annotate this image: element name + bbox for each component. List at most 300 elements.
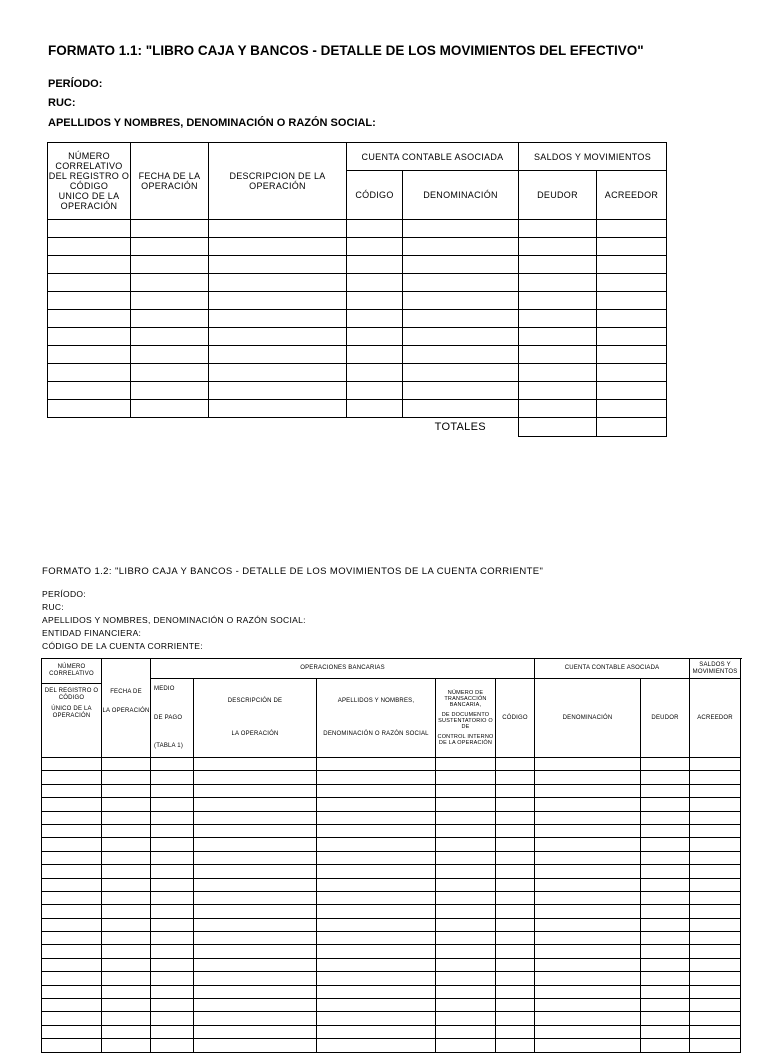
table-cell[interactable] <box>436 985 496 998</box>
table-cell[interactable] <box>209 238 347 256</box>
table-cell[interactable] <box>42 999 102 1012</box>
table-cell[interactable] <box>436 798 496 811</box>
table-cell[interactable] <box>496 824 535 837</box>
table-cell[interactable] <box>436 824 496 837</box>
table-cell[interactable] <box>194 1012 317 1025</box>
table-cell[interactable] <box>641 771 690 784</box>
table-cell[interactable] <box>597 382 667 400</box>
table-cell[interactable] <box>496 784 535 797</box>
table-cell[interactable] <box>102 838 151 851</box>
table-cell[interactable] <box>496 851 535 864</box>
table-cell[interactable] <box>403 400 519 418</box>
table-cell[interactable] <box>347 382 403 400</box>
table-cell[interactable] <box>131 238 209 256</box>
table-cell[interactable] <box>403 328 519 346</box>
table-cell[interactable] <box>151 972 194 985</box>
table-cell[interactable] <box>535 838 641 851</box>
table-cell[interactable] <box>317 972 436 985</box>
table-cell[interactable] <box>102 758 151 771</box>
table-cell[interactable] <box>690 824 741 837</box>
table-cell[interactable] <box>48 364 131 382</box>
table-cell[interactable] <box>151 958 194 971</box>
table-cell[interactable] <box>690 972 741 985</box>
table-cell[interactable] <box>496 932 535 945</box>
table-cell[interactable] <box>519 220 597 238</box>
table-cell[interactable] <box>48 400 131 418</box>
table-cell[interactable] <box>597 238 667 256</box>
table-cell[interactable] <box>317 865 436 878</box>
table-cell[interactable] <box>535 758 641 771</box>
table-cell[interactable] <box>131 382 209 400</box>
table-cell[interactable] <box>102 945 151 958</box>
table-cell[interactable] <box>151 999 194 1012</box>
table-cell[interactable] <box>194 985 317 998</box>
table-cell[interactable] <box>347 220 403 238</box>
table-cell[interactable] <box>317 758 436 771</box>
table-cell[interactable] <box>641 838 690 851</box>
table-cell[interactable] <box>209 346 347 364</box>
table-cell[interactable] <box>151 811 194 824</box>
table-cell[interactable] <box>194 918 317 931</box>
table-cell[interactable] <box>102 1039 151 1052</box>
table-cell[interactable] <box>42 758 102 771</box>
table-cell[interactable] <box>131 256 209 274</box>
table-cell[interactable] <box>641 932 690 945</box>
table-cell[interactable] <box>641 784 690 797</box>
table-cell[interactable] <box>347 310 403 328</box>
table-cell[interactable] <box>209 292 347 310</box>
table-cell[interactable] <box>347 292 403 310</box>
table-cell[interactable] <box>496 838 535 851</box>
table-cell[interactable] <box>496 878 535 891</box>
table-cell[interactable] <box>102 865 151 878</box>
table-cell[interactable] <box>102 878 151 891</box>
table-cell[interactable] <box>317 1012 436 1025</box>
table-cell[interactable] <box>42 891 102 904</box>
table-cell[interactable] <box>690 1039 741 1052</box>
table-cell[interactable] <box>194 758 317 771</box>
table-cell[interactable] <box>535 1039 641 1052</box>
table-cell[interactable] <box>151 758 194 771</box>
table-cell[interactable] <box>519 382 597 400</box>
table-cell[interactable] <box>102 771 151 784</box>
table-cell[interactable] <box>347 364 403 382</box>
table-cell[interactable] <box>496 1039 535 1052</box>
table-cell[interactable] <box>641 798 690 811</box>
table-cell[interactable] <box>535 1025 641 1038</box>
table-cell[interactable] <box>347 346 403 364</box>
table-cell[interactable] <box>519 400 597 418</box>
table-cell[interactable] <box>194 865 317 878</box>
table-cell[interactable] <box>403 310 519 328</box>
table-cell[interactable] <box>690 945 741 958</box>
table-cell[interactable] <box>209 256 347 274</box>
table-cell[interactable] <box>436 865 496 878</box>
table-cell[interactable] <box>496 945 535 958</box>
table-cell[interactable] <box>102 918 151 931</box>
table-cell[interactable] <box>317 771 436 784</box>
table-cell[interactable] <box>151 771 194 784</box>
total-deudor-cell[interactable] <box>519 418 597 437</box>
table-cell[interactable] <box>403 220 519 238</box>
table-cell[interactable] <box>436 1039 496 1052</box>
table-cell[interactable] <box>535 851 641 864</box>
table-cell[interactable] <box>436 1012 496 1025</box>
table-cell[interactable] <box>42 932 102 945</box>
table-cell[interactable] <box>317 798 436 811</box>
table-cell[interactable] <box>48 220 131 238</box>
table-cell[interactable] <box>131 328 209 346</box>
table-cell[interactable] <box>690 798 741 811</box>
table-cell[interactable] <box>317 891 436 904</box>
table-cell[interactable] <box>690 918 741 931</box>
table-cell[interactable] <box>194 905 317 918</box>
table-cell[interactable] <box>597 220 667 238</box>
table-cell[interactable] <box>436 905 496 918</box>
table-cell[interactable] <box>102 1012 151 1025</box>
table-cell[interactable] <box>42 958 102 971</box>
table-cell[interactable] <box>496 758 535 771</box>
table-cell[interactable] <box>317 918 436 931</box>
table-cell[interactable] <box>436 945 496 958</box>
table-cell[interactable] <box>102 932 151 945</box>
table-cell[interactable] <box>317 999 436 1012</box>
table-cell[interactable] <box>42 1025 102 1038</box>
table-cell[interactable] <box>641 758 690 771</box>
table-cell[interactable] <box>209 328 347 346</box>
table-cell[interactable] <box>403 274 519 292</box>
table-cell[interactable] <box>519 310 597 328</box>
table-cell[interactable] <box>48 382 131 400</box>
table-cell[interactable] <box>597 310 667 328</box>
table-cell[interactable] <box>496 999 535 1012</box>
table-cell[interactable] <box>690 771 741 784</box>
table-cell[interactable] <box>209 400 347 418</box>
table-cell[interactable] <box>347 238 403 256</box>
table-cell[interactable] <box>194 838 317 851</box>
table-cell[interactable] <box>151 798 194 811</box>
table-cell[interactable] <box>690 811 741 824</box>
table-cell[interactable] <box>641 891 690 904</box>
table-cell[interactable] <box>641 905 690 918</box>
table-cell[interactable] <box>403 238 519 256</box>
table-cell[interactable] <box>597 292 667 310</box>
table-cell[interactable] <box>535 784 641 797</box>
table-cell[interactable] <box>102 985 151 998</box>
table-cell[interactable] <box>42 824 102 837</box>
table-cell[interactable] <box>641 1012 690 1025</box>
table-cell[interactable] <box>690 838 741 851</box>
table-cell[interactable] <box>194 1039 317 1052</box>
table-cell[interactable] <box>690 985 741 998</box>
table-cell[interactable] <box>436 758 496 771</box>
table-cell[interactable] <box>42 784 102 797</box>
table-cell[interactable] <box>690 865 741 878</box>
table-cell[interactable] <box>436 918 496 931</box>
table-cell[interactable] <box>151 1039 194 1052</box>
table-cell[interactable] <box>641 865 690 878</box>
table-cell[interactable] <box>317 824 436 837</box>
table-cell[interactable] <box>48 346 131 364</box>
table-cell[interactable] <box>597 274 667 292</box>
table-cell[interactable] <box>535 972 641 985</box>
table-cell[interactable] <box>102 972 151 985</box>
table-cell[interactable] <box>317 811 436 824</box>
table-cell[interactable] <box>690 1012 741 1025</box>
table-cell[interactable] <box>690 758 741 771</box>
table-cell[interactable] <box>42 771 102 784</box>
table-cell[interactable] <box>151 1012 194 1025</box>
table-cell[interactable] <box>42 1012 102 1025</box>
table-cell[interactable] <box>151 851 194 864</box>
table-cell[interactable] <box>102 905 151 918</box>
table-cell[interactable] <box>151 1025 194 1038</box>
table-cell[interactable] <box>496 958 535 971</box>
table-cell[interactable] <box>690 891 741 904</box>
table-cell[interactable] <box>42 945 102 958</box>
table-cell[interactable] <box>403 382 519 400</box>
table-cell[interactable] <box>102 1025 151 1038</box>
table-cell[interactable] <box>194 945 317 958</box>
table-cell[interactable] <box>496 905 535 918</box>
table-cell[interactable] <box>131 310 209 328</box>
table-cell[interactable] <box>519 256 597 274</box>
table-cell[interactable] <box>317 838 436 851</box>
table-cell[interactable] <box>641 999 690 1012</box>
table-cell[interactable] <box>690 958 741 971</box>
table-cell[interactable] <box>535 798 641 811</box>
table-cell[interactable] <box>42 972 102 985</box>
table-cell[interactable] <box>317 932 436 945</box>
table-cell[interactable] <box>347 256 403 274</box>
table-cell[interactable] <box>131 400 209 418</box>
table-cell[interactable] <box>151 891 194 904</box>
table-cell[interactable] <box>102 811 151 824</box>
total-acreedor-cell[interactable] <box>597 418 667 437</box>
table-cell[interactable] <box>42 865 102 878</box>
table-cell[interactable] <box>535 865 641 878</box>
table-cell[interactable] <box>641 1025 690 1038</box>
table-cell[interactable] <box>641 824 690 837</box>
table-cell[interactable] <box>496 918 535 931</box>
table-cell[interactable] <box>436 999 496 1012</box>
table-cell[interactable] <box>347 328 403 346</box>
table-cell[interactable] <box>597 256 667 274</box>
table-cell[interactable] <box>436 1025 496 1038</box>
table-cell[interactable] <box>535 999 641 1012</box>
table-cell[interactable] <box>496 972 535 985</box>
table-cell[interactable] <box>436 891 496 904</box>
table-cell[interactable] <box>535 891 641 904</box>
table-cell[interactable] <box>102 784 151 797</box>
table-cell[interactable] <box>42 811 102 824</box>
table-cell[interactable] <box>102 851 151 864</box>
table-cell[interactable] <box>690 999 741 1012</box>
table-cell[interactable] <box>317 878 436 891</box>
table-cell[interactable] <box>641 985 690 998</box>
table-cell[interactable] <box>194 932 317 945</box>
table-cell[interactable] <box>519 292 597 310</box>
table-cell[interactable] <box>690 851 741 864</box>
table-cell[interactable] <box>519 328 597 346</box>
table-cell[interactable] <box>690 1025 741 1038</box>
table-cell[interactable] <box>403 346 519 364</box>
table-cell[interactable] <box>194 878 317 891</box>
table-cell[interactable] <box>131 274 209 292</box>
table-cell[interactable] <box>42 838 102 851</box>
table-cell[interactable] <box>42 985 102 998</box>
table-cell[interactable] <box>347 274 403 292</box>
table-cell[interactable] <box>535 985 641 998</box>
table-cell[interactable] <box>102 798 151 811</box>
table-cell[interactable] <box>496 865 535 878</box>
table-cell[interactable] <box>535 932 641 945</box>
table-cell[interactable] <box>42 851 102 864</box>
table-cell[interactable] <box>317 784 436 797</box>
table-cell[interactable] <box>535 811 641 824</box>
table-cell[interactable] <box>48 256 131 274</box>
table-cell[interactable] <box>436 958 496 971</box>
table-cell[interactable] <box>102 999 151 1012</box>
table-cell[interactable] <box>102 891 151 904</box>
header-deudor: DEUDOR <box>519 171 597 220</box>
table-cell[interactable] <box>42 798 102 811</box>
table-cell[interactable] <box>48 292 131 310</box>
table-cell[interactable] <box>641 958 690 971</box>
table-cell[interactable] <box>151 918 194 931</box>
table-cell[interactable] <box>641 811 690 824</box>
table-cell[interactable] <box>641 878 690 891</box>
table-cell[interactable] <box>131 220 209 238</box>
table-cell[interactable] <box>535 905 641 918</box>
table-cell[interactable] <box>436 771 496 784</box>
table-cell[interactable] <box>194 851 317 864</box>
table-cell[interactable] <box>209 364 347 382</box>
table-cell[interactable] <box>436 811 496 824</box>
table-cell[interactable] <box>209 310 347 328</box>
table-cell[interactable] <box>641 1039 690 1052</box>
table-cell[interactable] <box>151 878 194 891</box>
table-cell[interactable] <box>317 958 436 971</box>
table-cell[interactable] <box>597 400 667 418</box>
table-cell[interactable] <box>42 878 102 891</box>
table-cell[interactable] <box>194 999 317 1012</box>
table-cell[interactable] <box>194 958 317 971</box>
table-cell[interactable] <box>519 238 597 256</box>
table-cell[interactable] <box>496 1025 535 1038</box>
table-cell[interactable] <box>535 918 641 931</box>
table-cell[interactable] <box>436 838 496 851</box>
table-cell[interactable] <box>597 346 667 364</box>
table-cell[interactable] <box>597 364 667 382</box>
table-cell[interactable] <box>641 851 690 864</box>
table-cell[interactable] <box>519 274 597 292</box>
table-cell[interactable] <box>42 1039 102 1052</box>
table-cell[interactable] <box>131 292 209 310</box>
table-cell[interactable] <box>317 1025 436 1038</box>
table-cell[interactable] <box>42 905 102 918</box>
table-cell[interactable] <box>436 878 496 891</box>
table-cell[interactable] <box>347 400 403 418</box>
table-cell[interactable] <box>690 905 741 918</box>
table-cell[interactable] <box>496 985 535 998</box>
table-cell[interactable] <box>151 865 194 878</box>
table-cell[interactable] <box>496 798 535 811</box>
table-cell[interactable] <box>403 256 519 274</box>
table-cell[interactable] <box>535 824 641 837</box>
table-cell[interactable] <box>102 824 151 837</box>
table-cell[interactable] <box>496 771 535 784</box>
table-cell[interactable] <box>690 784 741 797</box>
table-cell[interactable] <box>641 918 690 931</box>
table-cell[interactable] <box>535 958 641 971</box>
table-cell[interactable] <box>317 1039 436 1052</box>
table-cell[interactable] <box>496 811 535 824</box>
table-cell[interactable] <box>48 238 131 256</box>
table-cell[interactable] <box>194 811 317 824</box>
table-cell[interactable] <box>209 274 347 292</box>
table-cell[interactable] <box>496 891 535 904</box>
table-cell[interactable] <box>194 824 317 837</box>
table-cell[interactable] <box>317 851 436 864</box>
table-cell[interactable] <box>194 891 317 904</box>
table-cell[interactable] <box>151 784 194 797</box>
table-cell[interactable] <box>194 784 317 797</box>
table-cell[interactable] <box>519 364 597 382</box>
table-cell[interactable] <box>436 972 496 985</box>
table-cell[interactable] <box>48 310 131 328</box>
table-cell[interactable] <box>48 274 131 292</box>
table-cell[interactable] <box>317 945 436 958</box>
table-cell[interactable] <box>194 771 317 784</box>
table-cell[interactable] <box>42 918 102 931</box>
table-cell[interactable] <box>151 945 194 958</box>
table-cell[interactable] <box>436 784 496 797</box>
table-cell[interactable] <box>403 364 519 382</box>
table-cell[interactable] <box>194 972 317 985</box>
table-cell[interactable] <box>519 346 597 364</box>
table-cell[interactable] <box>535 1012 641 1025</box>
table-cell[interactable] <box>535 945 641 958</box>
table-cell[interactable] <box>436 851 496 864</box>
table-cell[interactable] <box>436 932 496 945</box>
table-cell[interactable] <box>690 932 741 945</box>
table-cell[interactable] <box>317 905 436 918</box>
table-cell[interactable] <box>597 328 667 346</box>
table-cell[interactable] <box>151 932 194 945</box>
table-cell[interactable] <box>131 346 209 364</box>
table-cell[interactable] <box>151 838 194 851</box>
table-cell[interactable] <box>194 798 317 811</box>
table-cell[interactable] <box>690 878 741 891</box>
table-cell[interactable] <box>535 771 641 784</box>
table-cell[interactable] <box>102 958 151 971</box>
table-cell[interactable] <box>496 1012 535 1025</box>
table-cell[interactable] <box>209 382 347 400</box>
table-cell[interactable] <box>131 364 209 382</box>
table-cell[interactable] <box>151 905 194 918</box>
table-cell[interactable] <box>194 1025 317 1038</box>
table-cell[interactable] <box>641 972 690 985</box>
table-cell[interactable] <box>641 945 690 958</box>
table-cell[interactable] <box>403 292 519 310</box>
table-cell[interactable] <box>151 824 194 837</box>
table-cell[interactable] <box>151 985 194 998</box>
table-cell[interactable] <box>317 985 436 998</box>
table-cell[interactable] <box>535 878 641 891</box>
table-cell[interactable] <box>48 328 131 346</box>
table-cell[interactable] <box>209 220 347 238</box>
